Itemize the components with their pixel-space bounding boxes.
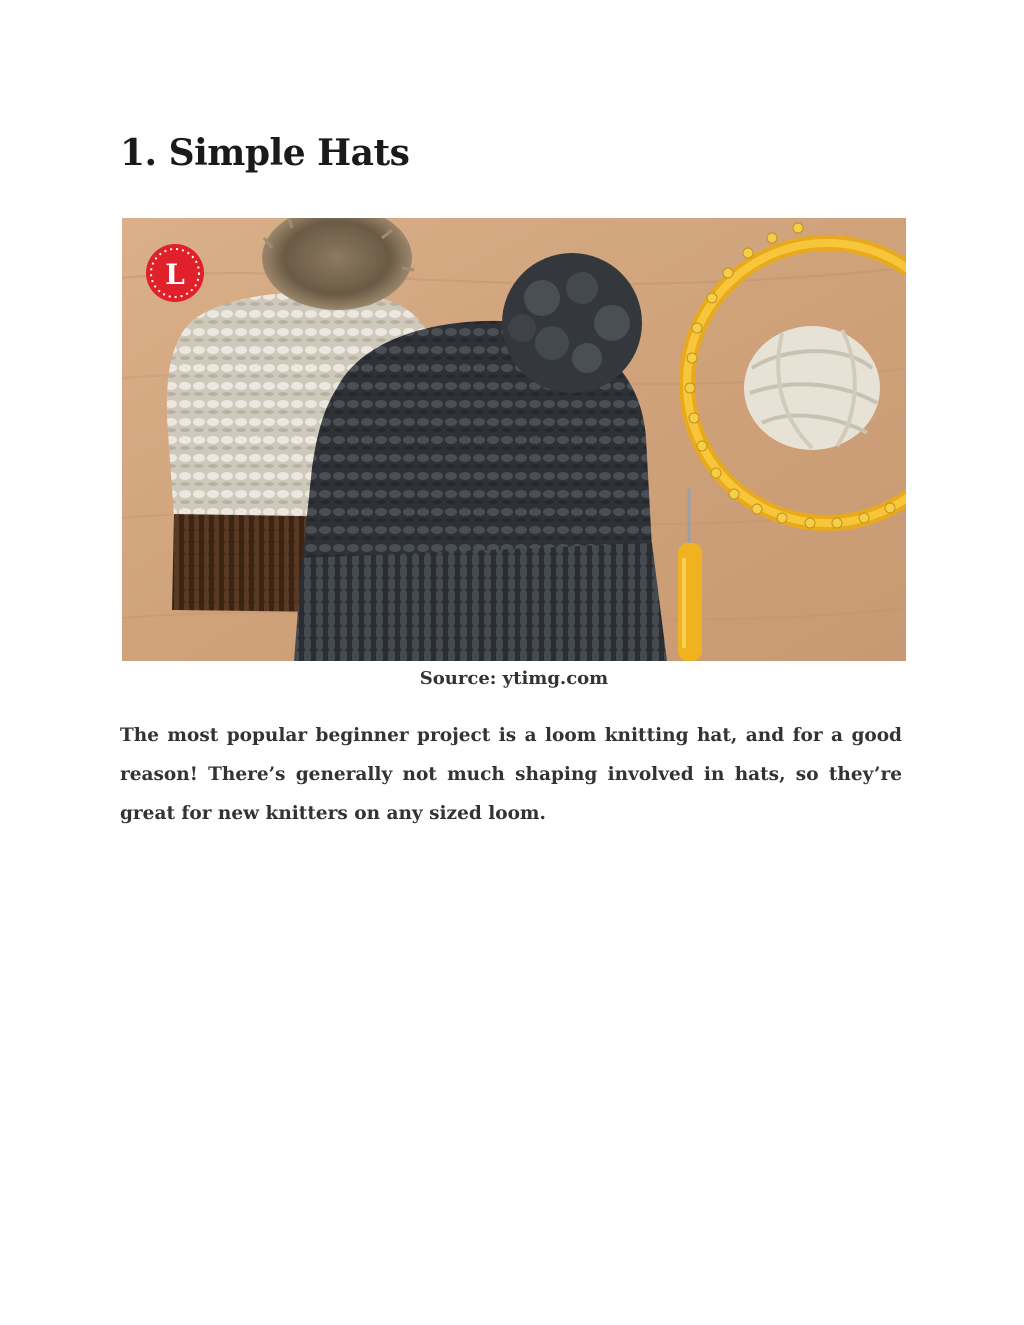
body-paragraph: The most popular beginner project is a loom knitting hat, and for a good reason! There’s generally not much shaping involved in hats, so they’re great for new knitters on any sized loom. <box>120 725 902 824</box>
loom-logo <box>146 244 204 302</box>
svg-text:L: L <box>165 258 185 291</box>
image-caption: Source: ytimg.com <box>419 668 609 689</box>
yarn-ball <box>744 326 880 450</box>
page-heading: 1. Simple Hats <box>120 132 410 174</box>
yarn-pompom <box>502 253 642 393</box>
hats-photo <box>122 218 906 661</box>
